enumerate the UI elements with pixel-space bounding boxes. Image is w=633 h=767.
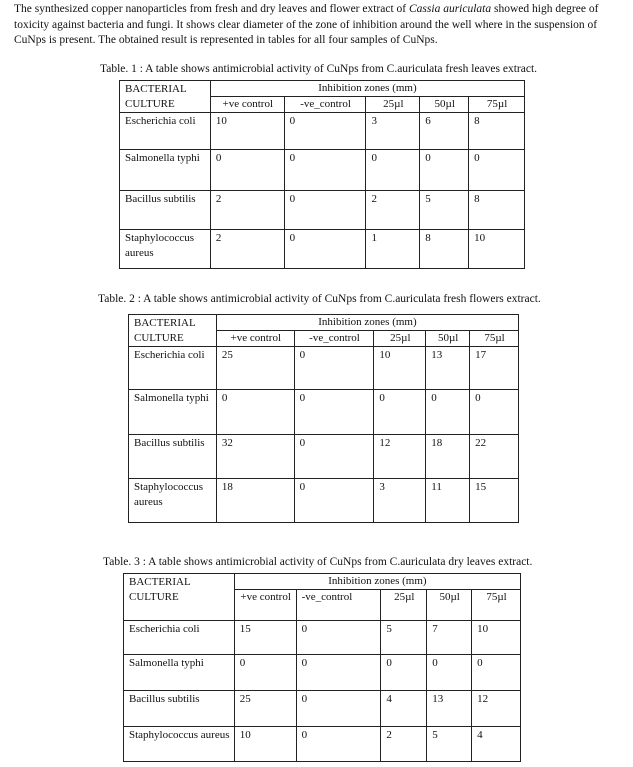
value-cell: 4	[381, 691, 427, 727]
header-inhibition-zones: Inhibition zones (mm)	[210, 81, 524, 97]
culture-cell: Salmonella typhi	[124, 655, 235, 691]
value-cell: 13	[426, 347, 470, 390]
culture-cell: Salmonella typhi	[129, 390, 217, 435]
value-cell: 8	[420, 230, 469, 269]
header-culture: BACTERIAL CULTURE	[129, 315, 217, 347]
value-cell: 22	[470, 435, 519, 479]
intro-paragraph	[14, 2, 614, 49]
table-row	[124, 727, 521, 762]
value-cell: 17	[470, 347, 519, 390]
table-row	[124, 621, 521, 655]
value-cell: 15	[470, 479, 519, 523]
header-culture: BACTERIAL CULTURE	[120, 81, 211, 113]
table-row	[120, 113, 525, 150]
table-row	[120, 230, 525, 269]
col-header: 50µl	[420, 97, 469, 113]
value-cell: 0	[381, 655, 427, 691]
header-inhibition-zones: Inhibition zones (mm)	[216, 315, 518, 331]
culture-cell: Escherichia coli	[120, 113, 211, 150]
culture-cell: Escherichia coli	[124, 621, 235, 655]
culture-cell: Salmonella typhi	[120, 150, 211, 191]
value-cell: 10	[210, 113, 284, 150]
value-cell: 0	[284, 113, 366, 150]
col-header: 75µl	[469, 97, 525, 113]
value-cell: 7	[427, 621, 472, 655]
culture-cell: Staphylococcus aureus	[120, 230, 211, 269]
value-cell: 6	[420, 113, 469, 150]
value-cell: 4	[472, 727, 521, 762]
table-row	[124, 655, 521, 691]
species-name: Cassia auriculata	[409, 3, 492, 15]
value-cell: 0	[426, 390, 470, 435]
culture-cell: Bacillus subtilis	[129, 435, 217, 479]
culture-cell: Staphylococcus aureus	[124, 727, 235, 762]
col-header: 50µl	[426, 331, 470, 347]
table-1	[119, 80, 525, 269]
culture-cell: Bacillus subtilis	[120, 191, 211, 230]
intro-text-2: showed high degree of toxicity against bacteria and fungi. It shows clear diameter of the zone of inhibition around the well where in the suspension of CuNps is present. The obtained result is represented in tables for all four samples of CuNps.	[14, 3, 599, 46]
table-2-caption: Table. 2 : A table shows antimicrobial activity of CuNps from C.auriculata fresh flowers extract.	[98, 293, 541, 305]
value-cell: 0	[210, 150, 284, 191]
value-cell: 5	[381, 621, 427, 655]
table-row	[129, 479, 519, 523]
value-cell: 1	[366, 230, 420, 269]
value-cell: 5	[420, 191, 469, 230]
value-cell: 15	[234, 621, 296, 655]
table-row	[120, 150, 525, 191]
value-cell: 2	[210, 230, 284, 269]
col-header: -ve_control	[284, 97, 366, 113]
col-header: 75µl	[470, 331, 519, 347]
value-cell: 0	[216, 390, 294, 435]
value-cell: 0	[294, 390, 374, 435]
table-row	[120, 191, 525, 230]
value-cell: 2	[381, 727, 427, 762]
table-3-caption: Table. 3 : A table shows antimicrobial activity of CuNps from C.auriculata dry leaves extract.	[103, 556, 533, 568]
value-cell: 0	[366, 150, 420, 191]
col-header: 25µl	[366, 97, 420, 113]
value-cell: 8	[469, 191, 525, 230]
value-cell: 3	[374, 479, 426, 523]
value-cell: 0	[284, 230, 366, 269]
value-cell: 25	[234, 691, 296, 727]
table-row	[124, 691, 521, 727]
culture-cell: Escherichia coli	[129, 347, 217, 390]
value-cell: 0	[234, 655, 296, 691]
value-cell: 0	[420, 150, 469, 191]
value-cell: 11	[426, 479, 470, 523]
value-cell: 8	[469, 113, 525, 150]
value-cell: 0	[296, 621, 381, 655]
value-cell: 25	[216, 347, 294, 390]
culture-cell: Staphylococcus aureus	[129, 479, 217, 523]
value-cell: 0	[472, 655, 521, 691]
intro-text-1: The synthesized copper nanoparticles from fresh and dry leaves and flower extract of	[14, 3, 409, 15]
value-cell: 0	[296, 691, 381, 727]
value-cell: 10	[234, 727, 296, 762]
col-header: +ve control	[216, 331, 294, 347]
col-header: +ve control	[210, 97, 284, 113]
table-2	[128, 314, 519, 523]
table-row	[129, 435, 519, 479]
value-cell: 0	[284, 191, 366, 230]
value-cell: 18	[216, 479, 294, 523]
table-3	[123, 573, 521, 762]
value-cell: 12	[472, 691, 521, 727]
value-cell: 18	[426, 435, 470, 479]
table-1-caption: Table. 1 : A table shows antimicrobial activity of CuNps from C.auriculata fresh leaves extract.	[100, 63, 538, 75]
value-cell: 0	[470, 390, 519, 435]
col-header: 50µl	[427, 590, 472, 621]
col-header: -ve_control	[296, 590, 381, 621]
value-cell: 0	[374, 390, 426, 435]
value-cell: 0	[427, 655, 472, 691]
value-cell: 0	[296, 727, 381, 762]
col-header: -ve_control	[294, 331, 374, 347]
value-cell: 13	[427, 691, 472, 727]
value-cell: 12	[374, 435, 426, 479]
value-cell: 0	[294, 435, 374, 479]
value-cell: 10	[374, 347, 426, 390]
header-culture: BACTERIAL CULTURE	[124, 574, 235, 621]
culture-cell: Bacillus subtilis	[124, 691, 235, 727]
table-row	[129, 347, 519, 390]
value-cell: 10	[469, 230, 525, 269]
value-cell: 0	[294, 479, 374, 523]
value-cell: 32	[216, 435, 294, 479]
value-cell: 0	[294, 347, 374, 390]
col-header: 25µl	[381, 590, 427, 621]
value-cell: 3	[366, 113, 420, 150]
value-cell: 0	[469, 150, 525, 191]
col-header: 25µl	[374, 331, 426, 347]
header-inhibition-zones: Inhibition zones (mm)	[234, 574, 520, 590]
col-header: 75µl	[472, 590, 521, 621]
value-cell: 10	[472, 621, 521, 655]
col-header: +ve control	[234, 590, 296, 621]
value-cell: 5	[427, 727, 472, 762]
value-cell: 2	[210, 191, 284, 230]
value-cell: 2	[366, 191, 420, 230]
value-cell: 0	[284, 150, 366, 191]
table-row	[129, 390, 519, 435]
value-cell: 0	[296, 655, 381, 691]
